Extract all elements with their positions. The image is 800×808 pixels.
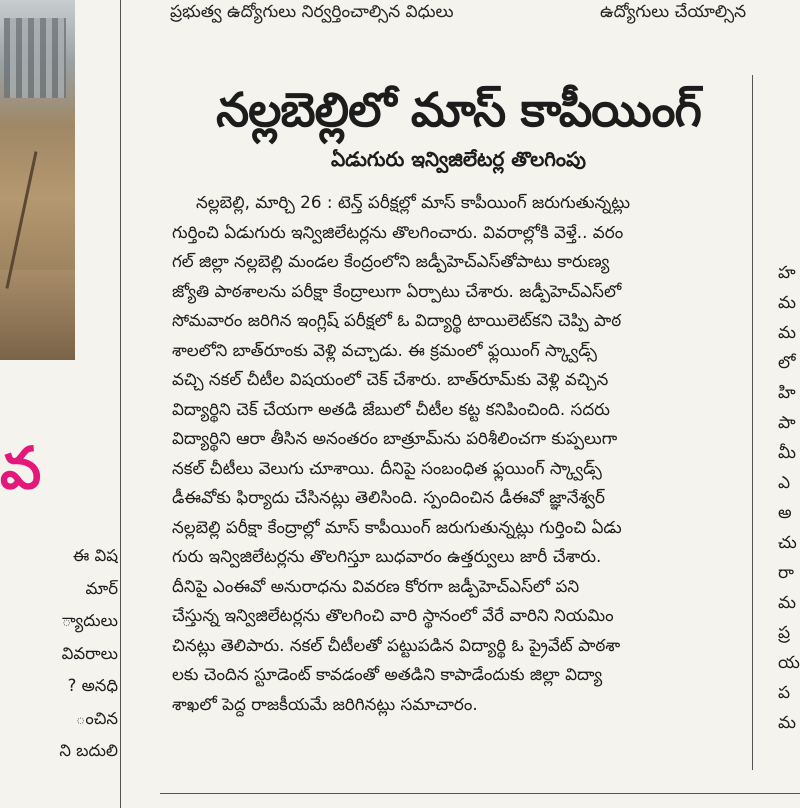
right-snippet-line: య	[778, 653, 800, 673]
right-snippet-line: రా	[778, 563, 794, 583]
article-line: డీఈవోకు ఫిర్యాదు చేసినట్లు తెలిసింది. స్పందించిన డీఈవో జ్ఞానేశ్వర్	[172, 487, 605, 507]
article-line: విద్యార్థిని ఆరా తీసిన అనంతరం బాత్రూమ్‌ను పరిశీలించగా కుప్పలుగా	[172, 428, 618, 448]
article-line: గుర్తించి ఏడుగురు ఇన్విజిలేటర్లను తొలగించారు. వివరాల్లోకి వెళ్తే.. వరం	[172, 221, 624, 242]
article-line: గల్ జిల్లా నల్లబెల్లి మండల కేంద్రంలోని జడ్పీహెచ్ఎస్‌తోపాటు కారుణ్య	[172, 251, 610, 271]
article-line: విద్యార్థిని చెక్ చేయగా అతడి జేబులో చీటీల కట్ట కనిపించింది. సదరు	[172, 398, 610, 419]
article-line: శాలలోని బాత్‌రూంకు వెళ్లి వచ్చాడు. ఈ క్రమంలో ఫ్లయింగ్ స్క్వాడ్స్	[172, 339, 597, 360]
left-snippet-line: ్యాదులు	[61, 611, 118, 630]
column-divider-left	[120, 0, 121, 808]
article-bottom-rule	[160, 793, 800, 794]
article-line: జ్యోతి పాఠశాలను పరీక్షా కేంద్రాలుగా ఏర్పాటు చేశారు. జడ్పీహెచ్ఎస్‌లో	[172, 280, 622, 301]
article-line: చేస్తున్న ఇన్విజిలేటర్లను తొలగించి వారి స్థానంలో వేరే వారిని నియమిం	[172, 605, 614, 625]
news-photo	[0, 0, 75, 360]
left-snippet-line: వివరాలు	[61, 643, 118, 663]
article-line: నకల్ చీటీలు వెలుగు చూశాయి. దీనిపై సంబంధిత ఫ్లయింగ్ స్క్వాడ్స్	[172, 457, 602, 478]
left-story-heading	[0, 432, 75, 504]
right-snippet-line: ప్ర	[778, 623, 791, 643]
article-line: నల్లబెల్లి, మార్చి 26 : టెన్త్ పరీక్షల్లో మాస్ కాపీయింగ్ జరుగుతున్నట్లు	[196, 192, 631, 212]
photo-structure	[4, 18, 66, 98]
left-snippet-line: ? అనధి	[67, 676, 118, 695]
article-subheadline: ఏడుగురు ఇన్విజిలేటర్ల తొలగింపు	[330, 147, 587, 171]
right-snippet-line: మ	[778, 593, 796, 613]
right-snippet-line: హ	[778, 263, 796, 283]
left-heading-fragment: వ	[0, 434, 42, 502]
article-line: శాఖలో పెద్ద రాజకీయమే జరిగినట్లు సమాచారం.	[172, 693, 478, 714]
left-story-snippet	[0, 540, 118, 768]
right-story-snippet	[778, 258, 800, 738]
right-snippet-line: మ	[778, 323, 796, 343]
top-text-right: ఉద్యోగులు చేయాల్సిన	[600, 2, 747, 22]
article-body	[172, 188, 752, 719]
column-divider-right	[752, 75, 753, 770]
right-snippet-line: మ	[778, 293, 796, 313]
photo-post	[5, 151, 37, 289]
left-snippet-line: మార్	[85, 578, 118, 598]
article-line: చినట్లు తెలిపారు. నకల్ చీటీలతో పట్టుపడిన విద్యార్థి ఓ ప్రైవేట్ పాఠశా	[172, 634, 621, 655]
right-snippet-line: చు	[778, 533, 797, 553]
article-line: లకు చెందిన స్టూడెంట్ కావడంతో అతడిని కాపాడేందుకు జిల్లా విద్యా	[172, 664, 603, 684]
article-line: సోమవారం జరిగిన ఇంగ్లిష్ పరీక్షలో ఓ విద్యార్థి టాయిలెట్‌కని చెప్పి పాఠ	[172, 310, 622, 330]
left-snippet-line: ఈ విష	[72, 546, 118, 565]
photo-ground	[0, 270, 75, 360]
top-text-left: ప్రభుత్వ ఉద్యోగులు నిర్వర్తించాల్సిన విధులు	[170, 2, 454, 22]
article-line: దీనిపై ఎంఈవో అనురాధను వివరణ కోరగా జడ్పీహెచ్ఎస్‌లో పని	[172, 575, 580, 596]
right-snippet-line: హి	[778, 383, 796, 403]
right-snippet-line: లో	[778, 353, 796, 373]
right-snippet-line: ఎ	[778, 473, 791, 493]
left-snippet-line: ని బదులి	[59, 741, 118, 760]
right-snippet-line: ప	[778, 683, 791, 703]
right-snippet-line: అ	[778, 503, 792, 523]
left-snippet-line: ంచిన	[75, 708, 118, 728]
article-line: వచ్చి నకల్ చీటీల విషయంలో చెక్ చేశారు. బాత్‌రూమ్‌కు వెళ్లి వచ్చిన	[172, 369, 609, 389]
article-line: గురు ఇన్విజిలేటర్లను తొలగిస్తూ బుధవారం ఉత్తర్వులు జారీ చేశారు.	[172, 546, 602, 566]
article-headline: నల్లబెల్లిలో మాస్ కాపీయింగ్	[216, 83, 701, 138]
right-snippet-line: మ	[778, 713, 796, 733]
article-line: నల్లబెల్లి పరీక్షా కేంద్రాల్లో మాస్ కాపీయింగ్ జరుగుతున్నట్లు గుర్తించి ఏడు	[172, 516, 622, 537]
right-snippet-line: మీ	[778, 443, 796, 463]
right-snippet-line: పా	[778, 413, 796, 433]
